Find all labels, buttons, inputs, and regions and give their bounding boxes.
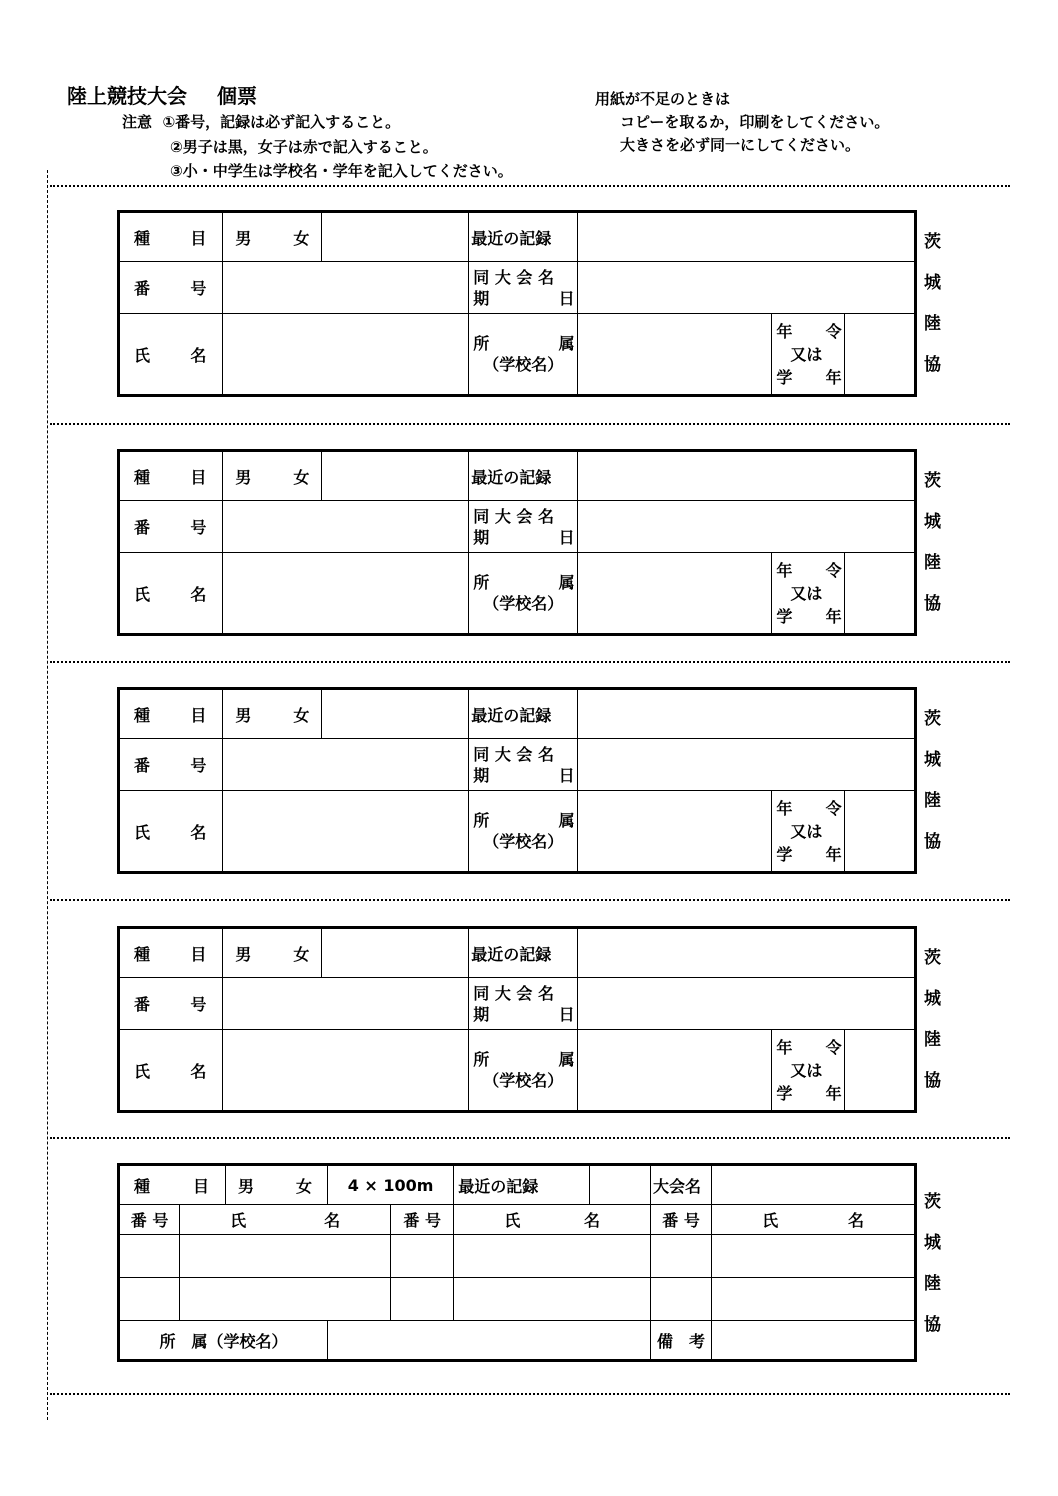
event-field[interactable]	[321, 451, 469, 501]
event-field[interactable]	[321, 689, 469, 739]
runner-name-field[interactable]	[454, 1278, 651, 1321]
page-title: 陸上競技大会 個票	[67, 84, 257, 108]
age-grade-field[interactable]	[844, 553, 915, 635]
runner-name-field[interactable]	[712, 1235, 916, 1278]
cut-line	[50, 1137, 1010, 1139]
entry-card: 種 目 男 女 最近の記録 番 号 同 大 会 名 期 日 氏 名 所 属 （学校名） 年 令 又は 学 年	[117, 687, 917, 874]
paper-note-2: コピーを取るか，印刷をしてください。	[620, 113, 890, 131]
entry-card: 種 目 男 女 最近の記録 番 号 同 大 会 名 期 日 氏 名 所 属 （学校名） 年 令 又は 学 年	[117, 926, 917, 1113]
runner-name-field[interactable]	[454, 1235, 651, 1278]
affiliation-field[interactable]	[577, 553, 772, 635]
remarks-field[interactable]	[712, 1321, 916, 1361]
cut-line	[50, 661, 1010, 663]
runner-name-field[interactable]	[180, 1278, 391, 1321]
note-label: 注意 ①番号，記録は必ず記入すること。	[122, 113, 401, 131]
meet-name-field[interactable]	[712, 1165, 916, 1205]
affiliation-field[interactable]	[327, 1321, 650, 1361]
meet-field[interactable]	[577, 978, 915, 1030]
affiliation-field[interactable]	[577, 791, 772, 873]
event-field[interactable]	[321, 928, 469, 978]
cut-line	[50, 1393, 1010, 1395]
age-grade-field[interactable]	[844, 1030, 915, 1112]
pref-label: 茨 城 陸 協	[924, 1192, 941, 1335]
meet-field[interactable]	[577, 739, 915, 791]
pref-label: 茨 城 陸 協	[924, 471, 941, 614]
age-grade-field[interactable]	[844, 791, 915, 873]
number-field[interactable]	[223, 739, 469, 791]
affiliation-field[interactable]	[577, 1030, 772, 1112]
paper-note-3: 大きさを必ず同一にしてください。	[620, 136, 861, 154]
pref-label: 茨 城 陸 協	[924, 948, 941, 1091]
note-2: ②男子は黒，女子は赤で記入すること。	[170, 138, 438, 156]
runner-number-field[interactable]	[391, 1235, 454, 1278]
recent-record-field[interactable]	[589, 1165, 650, 1205]
cut-line	[50, 899, 1010, 901]
runner-number-field[interactable]	[119, 1235, 180, 1278]
name-field[interactable]	[223, 791, 469, 873]
paper-note-1: 用紙が不足のときは	[595, 90, 731, 108]
entry-card: 種 目 男 女 最近の記録 番 号 同 大 会 名 期 日 氏 名 所 属 （学校名） 年 令 又は 学 年	[117, 210, 917, 397]
meet-field[interactable]	[577, 501, 915, 553]
runner-name-field[interactable]	[712, 1278, 916, 1321]
name-field[interactable]	[223, 314, 469, 396]
cut-line	[50, 423, 1010, 425]
runner-name-field[interactable]	[180, 1235, 391, 1278]
runner-number-field[interactable]	[391, 1278, 454, 1321]
name-field[interactable]	[223, 553, 469, 635]
recent-record-field[interactable]	[577, 212, 915, 262]
number-field[interactable]	[223, 262, 469, 314]
recent-record-field[interactable]	[577, 451, 915, 501]
runner-number-field[interactable]	[650, 1278, 711, 1321]
pref-label: 茨 城 陸 協	[924, 709, 941, 852]
cut-line-vertical	[47, 170, 48, 1420]
meet-field[interactable]	[577, 262, 915, 314]
name-field[interactable]	[223, 1030, 469, 1112]
event-field[interactable]	[321, 212, 469, 262]
number-field[interactable]	[223, 501, 469, 553]
entry-card: 種 目 男 女 最近の記録 番 号 同 大 会 名 期 日 氏 名 所 属 （学校名） 年 令 又は 学 年	[117, 449, 917, 636]
pref-label: 茨 城 陸 協	[924, 232, 941, 375]
runner-number-field[interactable]	[119, 1278, 180, 1321]
recent-record-field[interactable]	[577, 689, 915, 739]
note-3: ③小・中学生は学校名・学年を記入してください。	[170, 162, 513, 180]
age-grade-field[interactable]	[844, 314, 915, 396]
affiliation-field[interactable]	[577, 314, 772, 396]
recent-record-field[interactable]	[577, 928, 915, 978]
number-field[interactable]	[223, 978, 469, 1030]
runner-number-field[interactable]	[650, 1235, 711, 1278]
cut-line	[50, 185, 1010, 187]
relay-distance: 4 × 100m	[327, 1165, 453, 1205]
relay-card: 種 目 男 女 4 × 100m 最近の記録 大会名 番 号 氏 名 番 号 氏 名 番 号 氏 名 所 属（学校名） 備 考	[117, 1163, 917, 1362]
